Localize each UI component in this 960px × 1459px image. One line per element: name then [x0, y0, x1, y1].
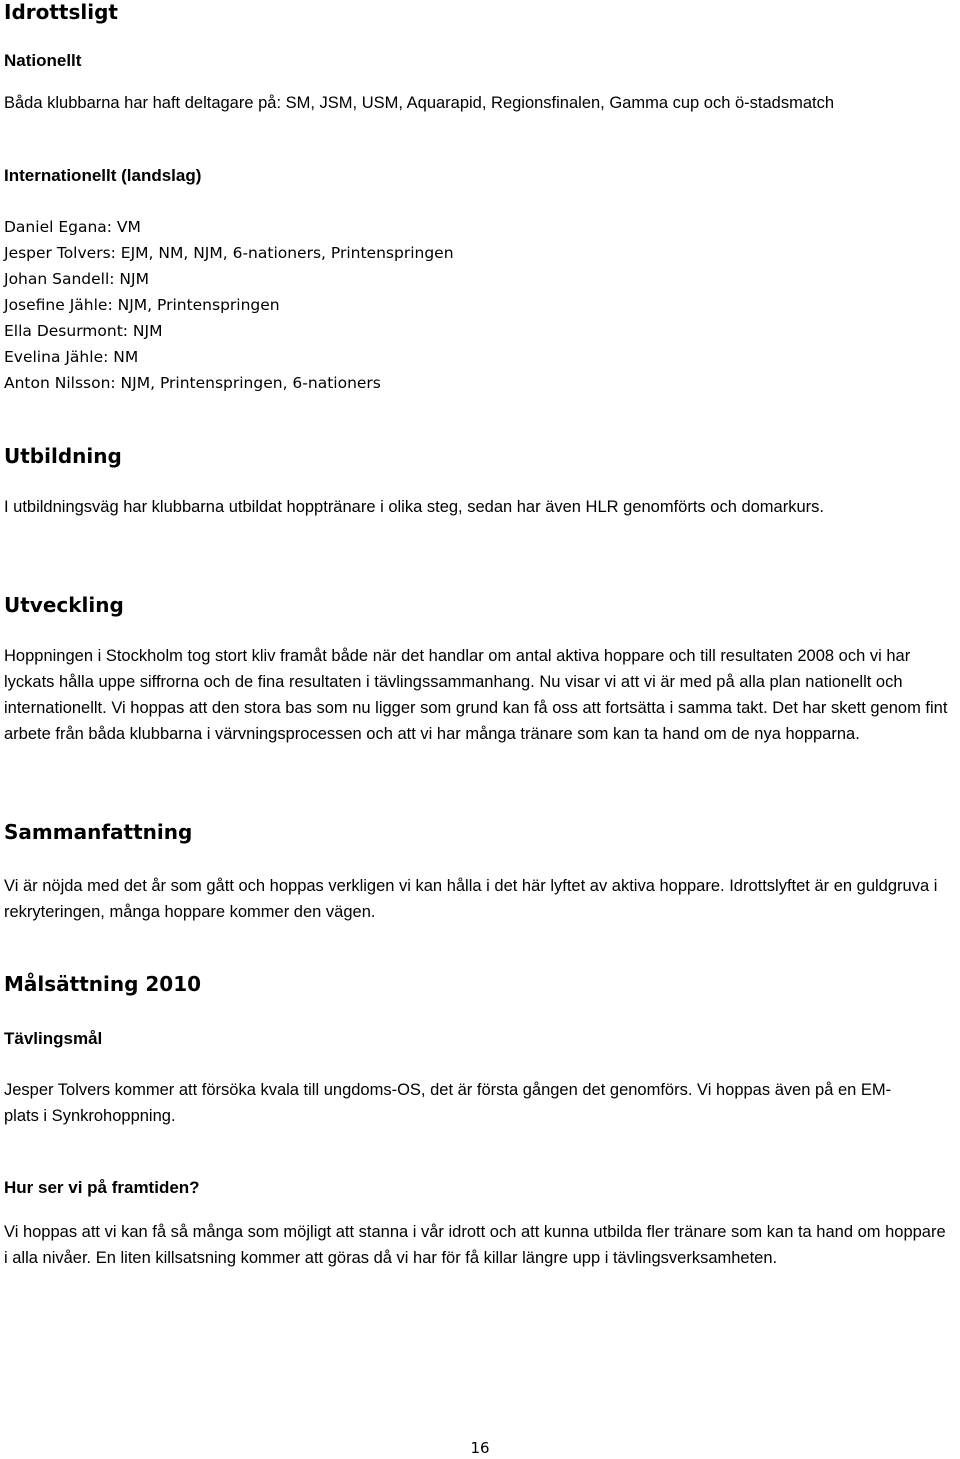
subheading-tavlingsmal: Tävlingsmål [4, 1029, 103, 1048]
list-item: Johan Sandell: NJM [4, 270, 149, 288]
list-item: Anton Nilsson: NJM, Printenspringen, 6-nationers [4, 374, 381, 392]
list-item: Evelina Jähle: NM [4, 348, 139, 366]
section-title-utveckling: Utveckling [4, 593, 124, 617]
list-item: Jesper Tolvers: EJM, NM, NJM, 6-nationers, Printenspringen [4, 244, 454, 262]
paragraph-tavlingsmal: Jesper Tolvers kommer att försöka kvala till ungdoms-OS, det är första gången det genomförs. Vi hoppas även på en EM-plats i Synkrohoppning. [4, 1081, 892, 1125]
list-item: Daniel Egana: VM [4, 218, 141, 236]
paragraph-sammanfattning: Vi är nöjda med det år som gått och hoppas verkligen vi kan hålla i det här lyftet av aktiva hoppare. Idrottslyftet är en guldgruva i rekryteringen, många hoppare kommer den vägen. [4, 877, 938, 921]
section-title-utbildning: Utbildning [4, 444, 122, 468]
list-item: Ella Desurmont: NJM [4, 322, 163, 340]
page-number: 16 [470, 1439, 490, 1457]
subheading-framtiden: Hur ser vi på framtiden? [4, 1178, 200, 1197]
subheading-nationellt: Nationellt [4, 51, 82, 70]
athlete-list [4, 214, 454, 396]
section-title-malsattning: Målsättning 2010 [4, 972, 202, 996]
paragraph-nationellt: Båda klubbarna har haft deltagare på: SM, JSM, USM, Aquarapid, Regionsfinalen, Gamma cup och ö-stadsmatch [4, 94, 835, 112]
paragraph-framtiden: Vi hoppas att vi kan få så många som möjligt att stanna i vår idrott och att kunna utbilda fler tränare som kan ta hand om hoppare i alla nivåer. En liten killsatsning kommer att göras då vi har för få killar längre upp i tävlingsverksamheten. [4, 1223, 946, 1267]
section-title-idrottsligt: Idrottsligt [4, 0, 118, 24]
subheading-internationellt: Internationellt (landslag) [4, 166, 202, 185]
paragraph-utbildning: I utbildningsväg har klubbarna utbildat hopptränare i olika steg, sedan har även HLR genomförts och domarkurs. [4, 498, 824, 516]
paragraph-utveckling: Hoppningen i Stockholm tog stort kliv framåt både när det handlar om antal aktiva hoppare och till resultaten 2008 och vi har lyckats hålla uppe siffrorna och de fina resultaten i tävlingssammanhang. Nu visar vi att vi är med på alla plan nationellt och internationellt. Vi hoppas att den stora bas som nu ligger som grund kan få oss att fortsätta i samma takt. Det har skett genom fint arbete från båda klubbarna i värvningsprocessen och att vi har många tränare som kan ta hand om de nya hopparna. [4, 647, 948, 743]
section-title-sammanfattning: Sammanfattning [4, 820, 193, 844]
list-item: Josefine Jähle: NJM, Printenspringen [4, 296, 280, 314]
